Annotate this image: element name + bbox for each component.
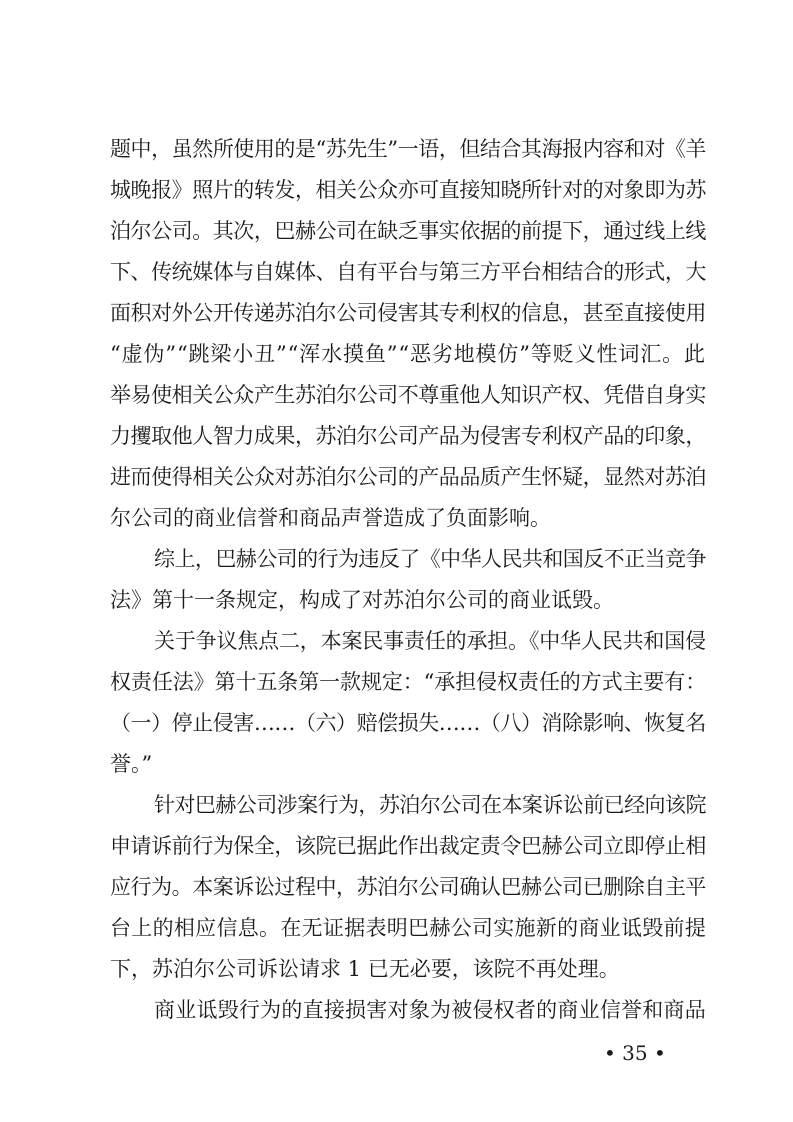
paragraph: [110, 990, 706, 1031]
text-line: [110, 375, 706, 416]
paragraph: [110, 621, 706, 785]
paragraph: [110, 785, 706, 990]
text-line: [110, 949, 706, 990]
text-line-content: “虚伪”“跳梁小丑”“浑水摸鱼”“恶劣地模仿”等贬义性词汇。此: [110, 342, 706, 366]
text-line: [110, 293, 706, 334]
text-line: [110, 252, 706, 293]
text-line: [110, 129, 706, 170]
text-line-content: 城晚报》照片的转发，相关公众亦可直接知晓所针对的对象即为苏: [110, 178, 706, 202]
text-line-content: 关于争议焦点二，本案民事责任的承担。《中华人民共和国侵: [154, 629, 706, 653]
text-line: [110, 744, 706, 785]
text-line: [110, 170, 706, 211]
paragraph: [110, 539, 706, 621]
text-line: [110, 990, 706, 1031]
text-line: [110, 621, 706, 662]
text-line-content: 商业诋毁行为的直接损害对象为被侵权者的商业信誉和商品: [154, 998, 706, 1022]
text-line-content: 下，苏泊尔公司诉讼请求 1 已无必要，该院不再处理。: [110, 957, 620, 981]
document-body: [110, 129, 706, 1031]
text-line-content: 申请诉前行为保全，该院已据此作出裁定责令巴赫公司立即停止相: [110, 834, 706, 858]
text-line-content: 誉。”: [110, 752, 153, 776]
paragraph: [110, 129, 706, 539]
text-line-content: 权责任法》第十五条第一款规定：“承担侵权责任的方式主要有：: [110, 670, 707, 694]
page-number: • 35 •: [604, 1041, 666, 1065]
text-line: [110, 580, 706, 621]
text-line: [110, 457, 706, 498]
text-line-content: 举易使相关公众产生苏泊尔公司不尊重他人知识产权、凭借自身实: [110, 383, 706, 407]
text-line-content: （一）停止侵害……（六）赔偿损失……（八）消除影响、恢复名: [110, 711, 706, 735]
text-line: [110, 703, 706, 744]
text-line: [110, 785, 706, 826]
text-line-content: 面积对外公开传递苏泊尔公司侵害其专利权的信息，甚至直接使用: [110, 301, 706, 325]
text-line: [110, 908, 706, 949]
text-line-content: 应行为。本案诉讼过程中，苏泊尔公司确认巴赫公司已删除自主平: [110, 875, 706, 899]
text-line: [110, 334, 706, 375]
text-line: [110, 416, 706, 457]
text-line-content: 台上的相应信息。在无证据表明巴赫公司实施新的商业诋毁前提: [110, 916, 707, 940]
text-line-content: 力攫取他人智力成果，苏泊尔公司产品为侵害专利权产品的印象，: [110, 424, 706, 448]
text-line: [110, 826, 706, 867]
text-line-content: 尔公司的商业信誉和商品声誉造成了负面影响。: [110, 506, 551, 530]
text-line-content: 进而使得相关公众对苏泊尔公司的产品品质产生怀疑，显然对苏泊: [110, 465, 706, 489]
text-line-content: 泊尔公司。其次，巴赫公司在缺乏事实依据的前提下，通过线上线: [110, 219, 706, 243]
text-line-content: 法》第十一条规定，构成了对苏泊尔公司的商业诋毁。: [110, 588, 614, 612]
text-line-content: 针对巴赫公司涉案行为，苏泊尔公司在本案诉讼前已经向该院: [154, 793, 706, 817]
text-line: [110, 662, 706, 703]
text-line: [110, 211, 706, 252]
text-line-content: 下、传统媒体与自媒体、自有平台与第三方平台相结合的形式，大: [110, 260, 706, 284]
text-line: [110, 867, 706, 908]
text-line: [110, 539, 706, 580]
text-line-content: 题中，虽然所使用的是“苏先生”一语，但结合其海报内容和对《羊: [110, 137, 706, 161]
text-line: [110, 498, 706, 539]
text-line-content: 综上，巴赫公司的行为违反了《中华人民共和国反不正当竞争: [154, 547, 706, 571]
